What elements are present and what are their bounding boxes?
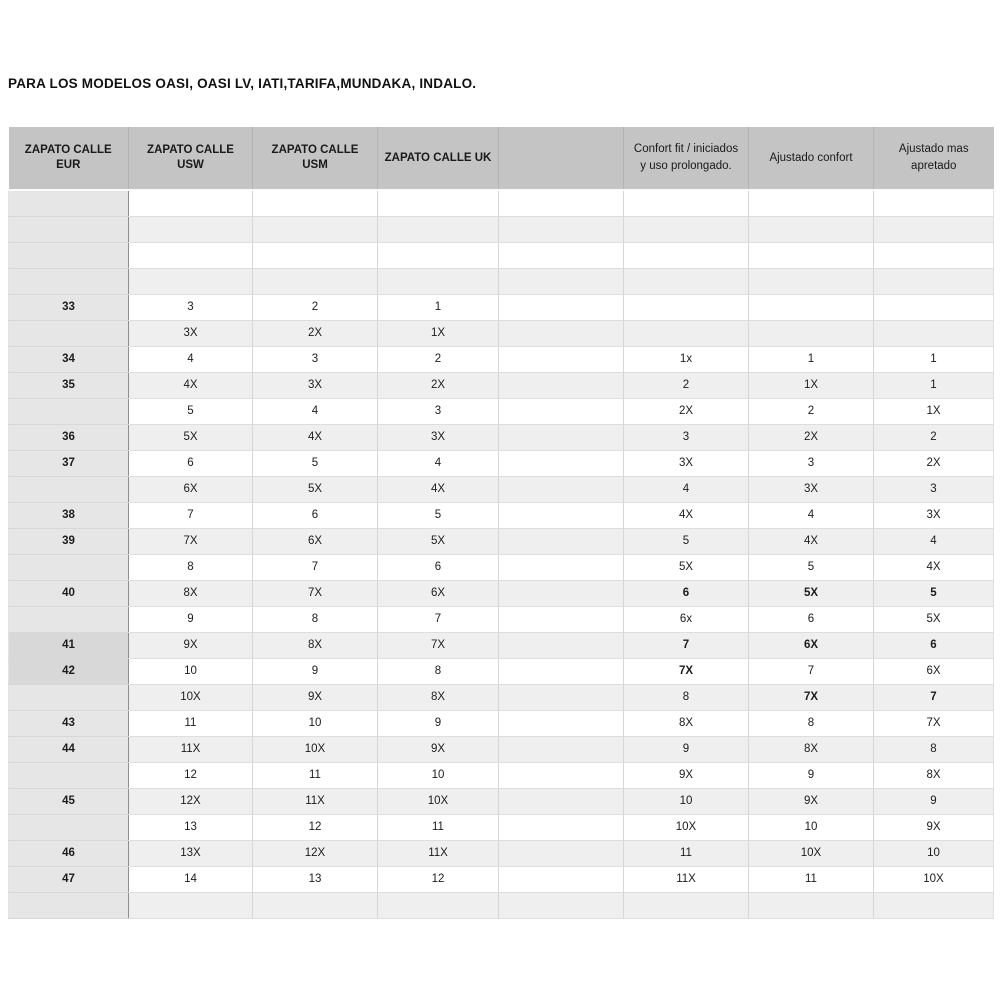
usm-size-cell: 7X bbox=[253, 580, 378, 606]
table-row bbox=[9, 242, 994, 268]
uk-size-cell: 10X bbox=[378, 788, 499, 814]
ajconf-size-cell: 11 bbox=[749, 866, 874, 892]
ajapr-size-cell bbox=[874, 320, 994, 346]
uk-size-cell: 5 bbox=[378, 502, 499, 528]
table-body bbox=[9, 190, 994, 918]
ajapr-size-cell: 6 bbox=[874, 632, 994, 658]
confort-size-cell: 7X bbox=[624, 658, 749, 684]
eur-size-cell bbox=[9, 814, 129, 840]
ajapr-size-cell: 4X bbox=[874, 554, 994, 580]
ajapr-size-cell: 2 bbox=[874, 424, 994, 450]
table-row bbox=[9, 710, 994, 736]
usw-size-cell: 5X bbox=[129, 424, 253, 450]
usw-size-cell: 13 bbox=[129, 814, 253, 840]
eur-size-cell: 39 bbox=[9, 528, 129, 554]
ajapr-size-cell bbox=[874, 242, 994, 268]
table-row bbox=[9, 398, 994, 424]
table-row bbox=[9, 866, 994, 892]
confort-size-cell: 1x bbox=[624, 346, 749, 372]
usw-size-cell: 14 bbox=[129, 866, 253, 892]
usw-size-cell: 12X bbox=[129, 788, 253, 814]
uk-size-cell: 10 bbox=[378, 762, 499, 788]
table-row bbox=[9, 476, 994, 502]
ajconf-size-cell bbox=[749, 268, 874, 294]
ajconf-size-cell: 5X bbox=[749, 580, 874, 606]
eur-size-cell bbox=[9, 684, 129, 710]
usm-size-cell bbox=[253, 216, 378, 242]
usw-size-cell bbox=[129, 268, 253, 294]
ajapr-size-cell bbox=[874, 268, 994, 294]
c5-size-cell bbox=[499, 788, 624, 814]
ajconf-size-cell: 7X bbox=[749, 684, 874, 710]
confort-size-cell bbox=[624, 294, 749, 320]
eur-size-cell: 44 bbox=[9, 736, 129, 762]
c5-size-cell bbox=[499, 606, 624, 632]
confort-size-cell bbox=[624, 320, 749, 346]
c5-size-cell bbox=[499, 476, 624, 502]
confort-size-cell: 3 bbox=[624, 424, 749, 450]
confort-size-cell: 2 bbox=[624, 372, 749, 398]
usw-size-cell: 4 bbox=[129, 346, 253, 372]
uk-size-cell bbox=[378, 190, 499, 216]
c5-size-cell bbox=[499, 450, 624, 476]
table-header bbox=[9, 127, 994, 190]
eur-size-cell: 37 bbox=[9, 450, 129, 476]
ajconf-size-cell: 7 bbox=[749, 658, 874, 684]
confort-size-cell: 11 bbox=[624, 840, 749, 866]
uk-size-cell: 9X bbox=[378, 736, 499, 762]
table-row bbox=[9, 346, 994, 372]
uk-size-cell: 8X bbox=[378, 684, 499, 710]
table-row bbox=[9, 554, 994, 580]
c5-size-cell bbox=[499, 398, 624, 424]
ajapr-size-cell: 4 bbox=[874, 528, 994, 554]
usw-size-cell: 4X bbox=[129, 372, 253, 398]
table-row bbox=[9, 788, 994, 814]
table-row bbox=[9, 658, 994, 684]
ajconf-size-cell: 2X bbox=[749, 424, 874, 450]
usm-size-cell: 11 bbox=[253, 762, 378, 788]
ajconf-size-cell: 3 bbox=[749, 450, 874, 476]
c5-size-cell bbox=[499, 554, 624, 580]
confort-size-cell bbox=[624, 268, 749, 294]
uk-size-cell: 7 bbox=[378, 606, 499, 632]
ajapr-size-cell bbox=[874, 190, 994, 216]
table-row bbox=[9, 450, 994, 476]
usw-size-cell: 6X bbox=[129, 476, 253, 502]
usw-size-cell: 8 bbox=[129, 554, 253, 580]
eur-size-cell bbox=[9, 268, 129, 294]
ajapr-size-cell: 3 bbox=[874, 476, 994, 502]
uk-size-cell: 6 bbox=[378, 554, 499, 580]
eur-size-cell: 34 bbox=[9, 346, 129, 372]
ajconf-size-cell: 10 bbox=[749, 814, 874, 840]
ajconf-size-cell: 4 bbox=[749, 502, 874, 528]
confort-size-cell: 9X bbox=[624, 762, 749, 788]
uk-size-cell: 3 bbox=[378, 398, 499, 424]
c5-size-cell bbox=[499, 294, 624, 320]
table-row bbox=[9, 814, 994, 840]
eur-size-cell: 35 bbox=[9, 372, 129, 398]
usw-size-cell: 11 bbox=[129, 710, 253, 736]
confort-size-cell: 9 bbox=[624, 736, 749, 762]
confort-size-cell bbox=[624, 190, 749, 216]
confort-size-cell: 8 bbox=[624, 684, 749, 710]
eur-size-cell: 42 bbox=[9, 658, 129, 684]
table-row bbox=[9, 606, 994, 632]
confort-size-cell: 6x bbox=[624, 606, 749, 632]
confort-size-cell: 4 bbox=[624, 476, 749, 502]
ajconf-size-cell: 6X bbox=[749, 632, 874, 658]
ajconf-size-cell: 6 bbox=[749, 606, 874, 632]
ajapr-size-cell: 8 bbox=[874, 736, 994, 762]
uk-size-cell: 4X bbox=[378, 476, 499, 502]
usm-size-cell: 12 bbox=[253, 814, 378, 840]
usm-size-cell: 8X bbox=[253, 632, 378, 658]
ajapr-size-cell: 10 bbox=[874, 840, 994, 866]
uk-size-cell bbox=[378, 216, 499, 242]
eur-size-cell bbox=[9, 190, 129, 216]
c5-size-cell bbox=[499, 346, 624, 372]
eur-size-cell bbox=[9, 320, 129, 346]
usm-size-cell: 4X bbox=[253, 424, 378, 450]
confort-size-cell bbox=[624, 216, 749, 242]
page-title: PARA LOS MODELOS OASI, OASI LV, IATI,TARIFA,MUNDAKA, INDALO. bbox=[8, 76, 477, 91]
column-header-ajconf: Ajustado confort bbox=[749, 127, 874, 190]
ajconf-size-cell: 9X bbox=[749, 788, 874, 814]
c5-size-cell bbox=[499, 658, 624, 684]
c5-size-cell bbox=[499, 424, 624, 450]
usm-size-cell: 6 bbox=[253, 502, 378, 528]
usm-size-cell bbox=[253, 268, 378, 294]
uk-size-cell bbox=[378, 892, 499, 918]
usm-size-cell: 10 bbox=[253, 710, 378, 736]
c5-size-cell bbox=[499, 684, 624, 710]
uk-size-cell: 1 bbox=[378, 294, 499, 320]
usm-size-cell: 9X bbox=[253, 684, 378, 710]
table-row bbox=[9, 684, 994, 710]
eur-size-cell: 33 bbox=[9, 294, 129, 320]
table-row bbox=[9, 320, 994, 346]
ajapr-size-cell: 5X bbox=[874, 606, 994, 632]
eur-size-cell bbox=[9, 216, 129, 242]
table-row bbox=[9, 736, 994, 762]
usw-size-cell bbox=[129, 190, 253, 216]
usm-size-cell: 3X bbox=[253, 372, 378, 398]
usw-size-cell: 7 bbox=[129, 502, 253, 528]
confort-size-cell bbox=[624, 892, 749, 918]
eur-size-cell bbox=[9, 892, 129, 918]
eur-size-cell bbox=[9, 476, 129, 502]
table-header-row bbox=[9, 127, 994, 190]
usm-size-cell: 8 bbox=[253, 606, 378, 632]
eur-size-cell bbox=[9, 398, 129, 424]
c5-size-cell bbox=[499, 762, 624, 788]
usm-size-cell: 3 bbox=[253, 346, 378, 372]
c5-size-cell bbox=[499, 840, 624, 866]
usw-size-cell bbox=[129, 892, 253, 918]
c5-size-cell bbox=[499, 190, 624, 216]
uk-size-cell: 9 bbox=[378, 710, 499, 736]
usw-size-cell: 11X bbox=[129, 736, 253, 762]
column-header-c5 bbox=[499, 127, 624, 190]
uk-size-cell: 5X bbox=[378, 528, 499, 554]
ajapr-size-cell bbox=[874, 294, 994, 320]
c5-size-cell bbox=[499, 320, 624, 346]
ajconf-size-cell: 10X bbox=[749, 840, 874, 866]
table-row bbox=[9, 632, 994, 658]
confort-size-cell: 10 bbox=[624, 788, 749, 814]
confort-size-cell: 4X bbox=[624, 502, 749, 528]
usm-size-cell: 9 bbox=[253, 658, 378, 684]
ajapr-size-cell: 5 bbox=[874, 580, 994, 606]
c5-size-cell bbox=[499, 892, 624, 918]
usm-size-cell: 2X bbox=[253, 320, 378, 346]
ajconf-size-cell bbox=[749, 320, 874, 346]
usm-size-cell: 5X bbox=[253, 476, 378, 502]
column-header-usm: ZAPATO CALLE USM bbox=[253, 127, 378, 190]
ajapr-size-cell: 1 bbox=[874, 346, 994, 372]
ajconf-size-cell bbox=[749, 216, 874, 242]
table-row bbox=[9, 892, 994, 918]
usm-size-cell: 11X bbox=[253, 788, 378, 814]
usw-size-cell: 8X bbox=[129, 580, 253, 606]
c5-size-cell bbox=[499, 736, 624, 762]
eur-size-cell bbox=[9, 242, 129, 268]
ajconf-size-cell: 5 bbox=[749, 554, 874, 580]
column-header-ajapr: Ajustado mas apretado bbox=[874, 127, 994, 190]
table-row bbox=[9, 268, 994, 294]
usm-size-cell bbox=[253, 242, 378, 268]
table-row bbox=[9, 216, 994, 242]
c5-size-cell bbox=[499, 814, 624, 840]
c5-size-cell bbox=[499, 268, 624, 294]
usw-size-cell: 10X bbox=[129, 684, 253, 710]
table-row bbox=[9, 294, 994, 320]
ajapr-size-cell: 1X bbox=[874, 398, 994, 424]
ajapr-size-cell: 7 bbox=[874, 684, 994, 710]
usm-size-cell bbox=[253, 892, 378, 918]
c5-size-cell bbox=[499, 632, 624, 658]
ajapr-size-cell bbox=[874, 892, 994, 918]
table-row bbox=[9, 528, 994, 554]
ajconf-size-cell: 4X bbox=[749, 528, 874, 554]
uk-size-cell: 4 bbox=[378, 450, 499, 476]
column-header-uk: ZAPATO CALLE UK bbox=[378, 127, 499, 190]
eur-size-cell: 40 bbox=[9, 580, 129, 606]
usm-size-cell: 7 bbox=[253, 554, 378, 580]
ajapr-size-cell: 1 bbox=[874, 372, 994, 398]
ajconf-size-cell: 3X bbox=[749, 476, 874, 502]
usm-size-cell: 5 bbox=[253, 450, 378, 476]
table-row bbox=[9, 762, 994, 788]
c5-size-cell bbox=[499, 866, 624, 892]
ajapr-size-cell: 9 bbox=[874, 788, 994, 814]
table-row bbox=[9, 840, 994, 866]
usw-size-cell: 7X bbox=[129, 528, 253, 554]
eur-size-cell: 41 bbox=[9, 632, 129, 658]
usw-size-cell bbox=[129, 216, 253, 242]
usw-size-cell: 3 bbox=[129, 294, 253, 320]
size-conversion-table bbox=[8, 127, 994, 919]
ajconf-size-cell: 8 bbox=[749, 710, 874, 736]
ajconf-size-cell: 9 bbox=[749, 762, 874, 788]
ajapr-size-cell: 3X bbox=[874, 502, 994, 528]
usm-size-cell: 4 bbox=[253, 398, 378, 424]
c5-size-cell bbox=[499, 216, 624, 242]
ajapr-size-cell bbox=[874, 216, 994, 242]
ajconf-size-cell: 8X bbox=[749, 736, 874, 762]
uk-size-cell: 12 bbox=[378, 866, 499, 892]
confort-size-cell: 5X bbox=[624, 554, 749, 580]
column-header-eur: ZAPATO CALLE EUR bbox=[9, 127, 129, 190]
c5-size-cell bbox=[499, 580, 624, 606]
ajconf-size-cell bbox=[749, 294, 874, 320]
usw-size-cell: 9X bbox=[129, 632, 253, 658]
c5-size-cell bbox=[499, 528, 624, 554]
confort-size-cell bbox=[624, 242, 749, 268]
uk-size-cell: 2 bbox=[378, 346, 499, 372]
usm-size-cell: 10X bbox=[253, 736, 378, 762]
usw-size-cell: 5 bbox=[129, 398, 253, 424]
eur-size-cell: 45 bbox=[9, 788, 129, 814]
ajconf-size-cell bbox=[749, 242, 874, 268]
ajconf-size-cell bbox=[749, 892, 874, 918]
c5-size-cell bbox=[499, 502, 624, 528]
table-row bbox=[9, 502, 994, 528]
eur-size-cell bbox=[9, 606, 129, 632]
ajapr-size-cell: 6X bbox=[874, 658, 994, 684]
ajconf-size-cell bbox=[749, 190, 874, 216]
usw-size-cell: 13X bbox=[129, 840, 253, 866]
uk-size-cell: 11 bbox=[378, 814, 499, 840]
usm-size-cell: 13 bbox=[253, 866, 378, 892]
ajapr-size-cell: 7X bbox=[874, 710, 994, 736]
table-row bbox=[9, 372, 994, 398]
uk-size-cell bbox=[378, 242, 499, 268]
uk-size-cell: 1X bbox=[378, 320, 499, 346]
confort-size-cell: 3X bbox=[624, 450, 749, 476]
ajconf-size-cell: 1 bbox=[749, 346, 874, 372]
eur-size-cell: 43 bbox=[9, 710, 129, 736]
usw-size-cell: 3X bbox=[129, 320, 253, 346]
c5-size-cell bbox=[499, 372, 624, 398]
c5-size-cell bbox=[499, 710, 624, 736]
ajapr-size-cell: 9X bbox=[874, 814, 994, 840]
confort-size-cell: 7 bbox=[624, 632, 749, 658]
c5-size-cell bbox=[499, 242, 624, 268]
eur-size-cell: 46 bbox=[9, 840, 129, 866]
table-row bbox=[9, 190, 994, 216]
eur-size-cell: 47 bbox=[9, 866, 129, 892]
usw-size-cell: 9 bbox=[129, 606, 253, 632]
uk-size-cell: 11X bbox=[378, 840, 499, 866]
ajapr-size-cell: 10X bbox=[874, 866, 994, 892]
confort-size-cell: 11X bbox=[624, 866, 749, 892]
uk-size-cell bbox=[378, 268, 499, 294]
usw-size-cell: 6 bbox=[129, 450, 253, 476]
uk-size-cell: 7X bbox=[378, 632, 499, 658]
uk-size-cell: 2X bbox=[378, 372, 499, 398]
usm-size-cell: 6X bbox=[253, 528, 378, 554]
confort-size-cell: 8X bbox=[624, 710, 749, 736]
usm-size-cell: 2 bbox=[253, 294, 378, 320]
usm-size-cell bbox=[253, 190, 378, 216]
confort-size-cell: 2X bbox=[624, 398, 749, 424]
column-header-usw: ZAPATO CALLE USW bbox=[129, 127, 253, 190]
eur-size-cell: 38 bbox=[9, 502, 129, 528]
usw-size-cell: 10 bbox=[129, 658, 253, 684]
confort-size-cell: 5 bbox=[624, 528, 749, 554]
usw-size-cell: 12 bbox=[129, 762, 253, 788]
ajapr-size-cell: 2X bbox=[874, 450, 994, 476]
table-row bbox=[9, 424, 994, 450]
ajconf-size-cell: 2 bbox=[749, 398, 874, 424]
confort-size-cell: 6 bbox=[624, 580, 749, 606]
ajconf-size-cell: 1X bbox=[749, 372, 874, 398]
uk-size-cell: 3X bbox=[378, 424, 499, 450]
column-header-confort: Confort fit / iniciados y uso prolongado. bbox=[624, 127, 749, 190]
eur-size-cell bbox=[9, 554, 129, 580]
ajapr-size-cell: 8X bbox=[874, 762, 994, 788]
eur-size-cell: 36 bbox=[9, 424, 129, 450]
uk-size-cell: 6X bbox=[378, 580, 499, 606]
confort-size-cell: 10X bbox=[624, 814, 749, 840]
usm-size-cell: 12X bbox=[253, 840, 378, 866]
eur-size-cell bbox=[9, 762, 129, 788]
usw-size-cell bbox=[129, 242, 253, 268]
uk-size-cell: 8 bbox=[378, 658, 499, 684]
table-row bbox=[9, 580, 994, 606]
